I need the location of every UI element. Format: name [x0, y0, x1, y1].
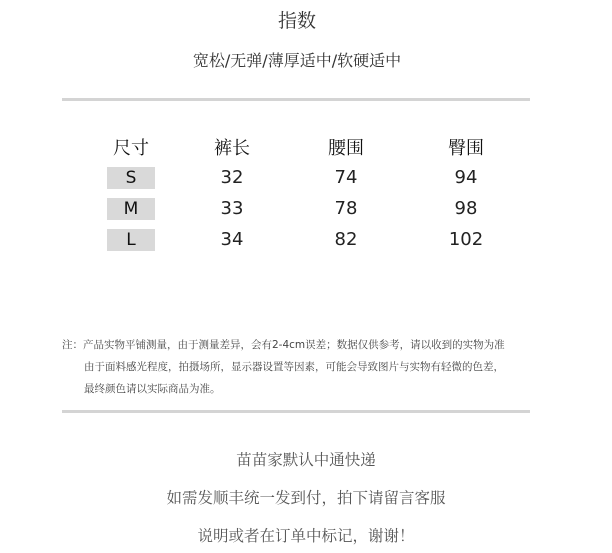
- length-value: 32: [220, 167, 244, 188]
- table-row: [96, 224, 538, 255]
- table-row: [96, 193, 538, 224]
- size-label: M: [107, 198, 155, 220]
- note-line: 注：产品实物平铺测量，由于测量差异，会有2-4cm误差；数据仅供参考，请以收到的实物为准: [62, 339, 505, 351]
- note-line: 最终颜色请以实际商品为准。: [84, 383, 221, 395]
- waist-value: 82: [334, 229, 358, 250]
- shipping-note: 苗苗家默认中通快递: [236, 451, 376, 469]
- shipping-note: 说明或者在订单中标记，谢谢！: [197, 527, 415, 545]
- divider-top: [62, 98, 530, 101]
- hip-value: 98: [454, 198, 478, 219]
- waist-value: 74: [334, 167, 358, 188]
- size-label: S: [107, 167, 155, 189]
- header-length: 裤长: [214, 138, 250, 159]
- hip-value: 94: [454, 167, 478, 188]
- fabric-properties: 宽松/无弹/薄厚适中/软硬适中: [192, 51, 402, 70]
- size-label: L: [107, 229, 155, 251]
- length-value: 34: [220, 229, 244, 250]
- hip-value: 102: [448, 229, 484, 250]
- shipping-note: 如需发顺丰统一发到付，拍下请留言客服: [166, 489, 446, 507]
- note-line: 由于面料感光程度，拍摄场所，显示器设置等因素，可能会导致图片与实物有轻微的色差，: [84, 361, 504, 373]
- measurement-notes: [62, 334, 532, 400]
- header-size: 尺寸: [113, 138, 149, 159]
- header-waist: 腰围: [328, 138, 364, 159]
- page-title: 指数: [277, 10, 316, 32]
- waist-value: 78: [334, 198, 358, 219]
- length-value: 33: [220, 198, 244, 219]
- header-hip: 臀围: [448, 138, 484, 159]
- size-table-header: [96, 132, 538, 162]
- size-table: [96, 132, 538, 255]
- table-row: [96, 162, 538, 193]
- divider-bottom: [62, 410, 530, 413]
